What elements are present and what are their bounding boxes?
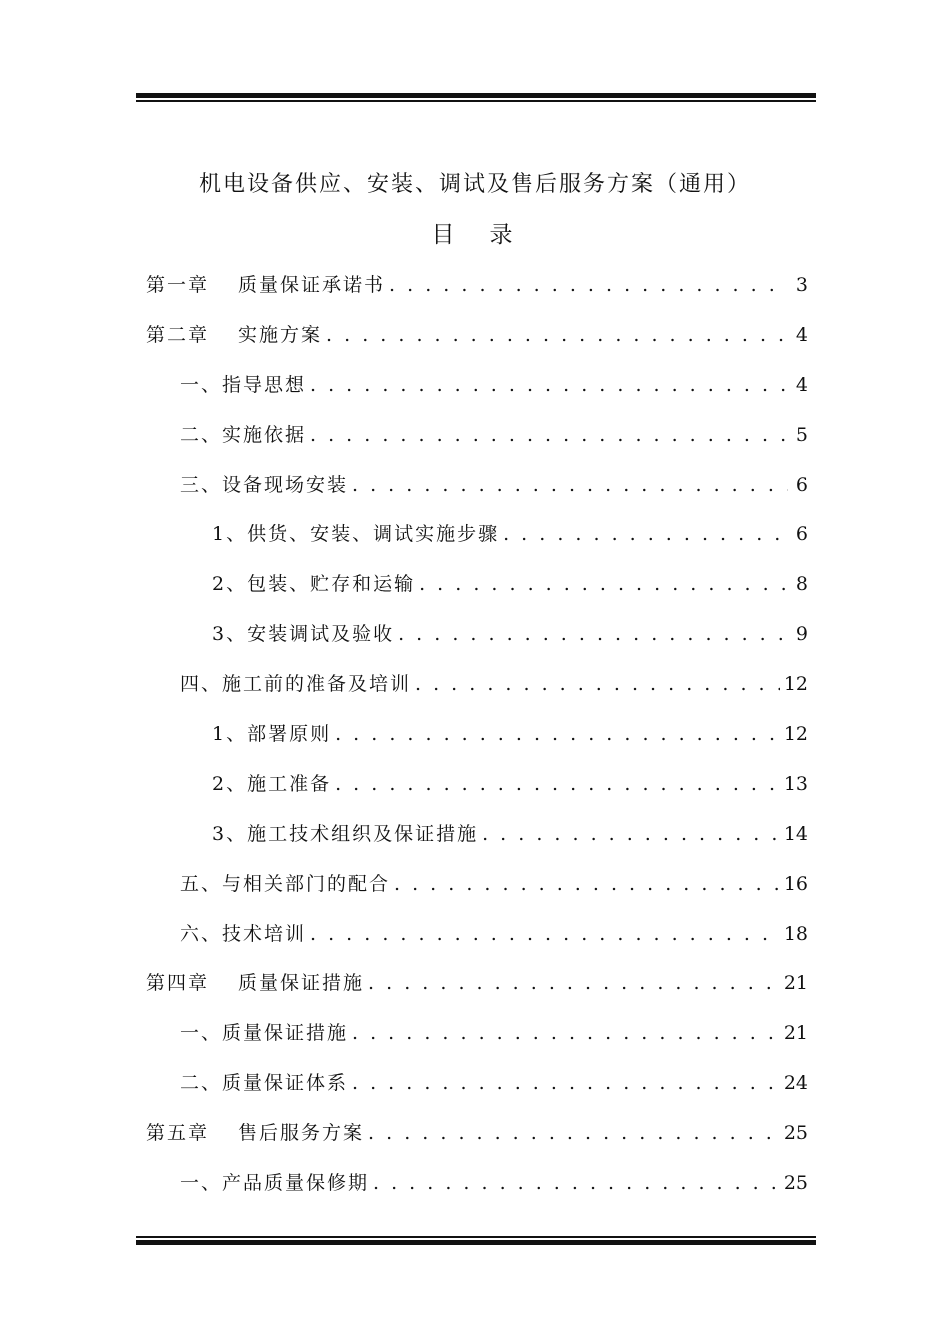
leader-dots	[389, 274, 788, 296]
toc-entry-page: 4	[795, 323, 808, 346]
toc-entry-label: 1、部署原则	[212, 723, 332, 746]
toc-entry-label: 第二章 实施方案	[146, 323, 323, 346]
toc-entry[interactable]	[146, 968, 808, 1018]
toc-entry-page: 4	[795, 373, 808, 396]
toc-entry-page: 24	[783, 1072, 808, 1095]
leader-dots	[326, 324, 788, 346]
leader-dots	[373, 1172, 780, 1194]
toc-entry-label: 二、质量保证体系	[180, 1072, 349, 1095]
toc-entry-label: 四、施工前的准备及培训	[180, 673, 412, 696]
toc-entry[interactable]	[146, 1068, 808, 1118]
toc-entry-label: 三、设备现场安装	[180, 473, 349, 496]
toc-entry[interactable]	[146, 919, 808, 969]
toc-entry-label: 1、供货、安装、调试实施步骤	[212, 523, 500, 546]
toc-entry[interactable]	[146, 270, 808, 320]
toc-entry-label: 五、与相关部门的配合	[180, 872, 391, 895]
leader-dots	[368, 972, 780, 994]
leader-dots	[310, 374, 788, 396]
toc-entry[interactable]	[146, 669, 808, 719]
leader-dots	[352, 1022, 780, 1044]
leader-dots	[310, 424, 788, 446]
toc-entry[interactable]	[146, 420, 808, 470]
toc-entry-page: 25	[783, 1122, 808, 1145]
toc-entry-page: 6	[795, 473, 808, 496]
toc-entry[interactable]	[146, 719, 808, 769]
toc-entry-label: 3、安装调试及验收	[212, 623, 395, 646]
document-title: 机电设备供应、安装、调试及售后服务方案（通用）	[198, 172, 751, 197]
toc-entry-label: 3、施工技术组织及保证措施	[212, 822, 479, 845]
toc-entry-page: 12	[783, 673, 808, 696]
toc-entry-page: 21	[783, 1022, 808, 1045]
toc-entry-page: 14	[783, 822, 808, 845]
leader-dots	[352, 1072, 780, 1094]
toc-entry[interactable]	[146, 470, 808, 520]
leader-dots	[368, 1122, 780, 1144]
leader-dots	[352, 474, 788, 496]
toc-entry-label: 一、指导思想	[180, 373, 307, 396]
toc-entry-page: 25	[783, 1172, 808, 1195]
toc-heading: 目 录	[431, 222, 519, 248]
toc-entry-page: 9	[795, 623, 808, 646]
leader-dots	[335, 773, 780, 795]
toc-entry[interactable]	[146, 1118, 808, 1168]
leader-dots	[503, 523, 788, 545]
toc-entry-label: 第一章 质量保证承诺书	[146, 274, 386, 296]
toc-entry-label: 一、质量保证措施	[180, 1022, 349, 1045]
leader-dots	[394, 873, 780, 895]
toc-entry[interactable]	[146, 819, 808, 869]
toc-entry-page: 5	[795, 423, 808, 446]
toc-entry-page: 12	[783, 723, 808, 746]
toc-entry-page: 18	[783, 922, 808, 945]
toc-entry[interactable]	[146, 519, 808, 569]
toc-entry[interactable]	[146, 370, 808, 420]
leader-dots	[398, 623, 788, 645]
toc-entry-page: 21	[783, 972, 808, 995]
toc-entry-page: 6	[795, 523, 808, 546]
leader-dots	[335, 723, 780, 745]
toc-entry-label: 一、产品质量保修期	[180, 1172, 370, 1195]
toc-entry-label: 第五章 售后服务方案	[146, 1122, 365, 1145]
toc-entry[interactable]	[146, 869, 808, 919]
toc-entry-page: 3	[795, 274, 808, 296]
toc-entry-label: 第四章 质量保证措施	[146, 972, 365, 995]
toc-entry[interactable]	[146, 569, 808, 619]
toc-entry-label: 2、包装、贮存和运输	[212, 573, 416, 596]
table-of-contents	[146, 270, 808, 1218]
leader-dots	[310, 923, 780, 945]
toc-entry[interactable]	[146, 320, 808, 370]
toc-entry-page: 8	[795, 573, 808, 596]
toc-entry-label: 六、技术培训	[180, 922, 307, 945]
toc-entry-label: 二、实施依据	[180, 423, 307, 446]
toc-entry-label: 2、施工准备	[212, 772, 332, 795]
header-rule	[136, 93, 816, 103]
footer-rule	[136, 1236, 816, 1246]
toc-entry[interactable]	[146, 619, 808, 669]
toc-entry[interactable]	[146, 1018, 808, 1068]
toc-entry[interactable]	[146, 1168, 808, 1218]
leader-dots	[482, 823, 780, 845]
leader-dots	[419, 573, 788, 595]
toc-entry[interactable]	[146, 769, 808, 819]
toc-entry-page: 13	[783, 772, 808, 795]
toc-entry-page: 16	[783, 872, 808, 895]
leader-dots	[415, 673, 780, 695]
